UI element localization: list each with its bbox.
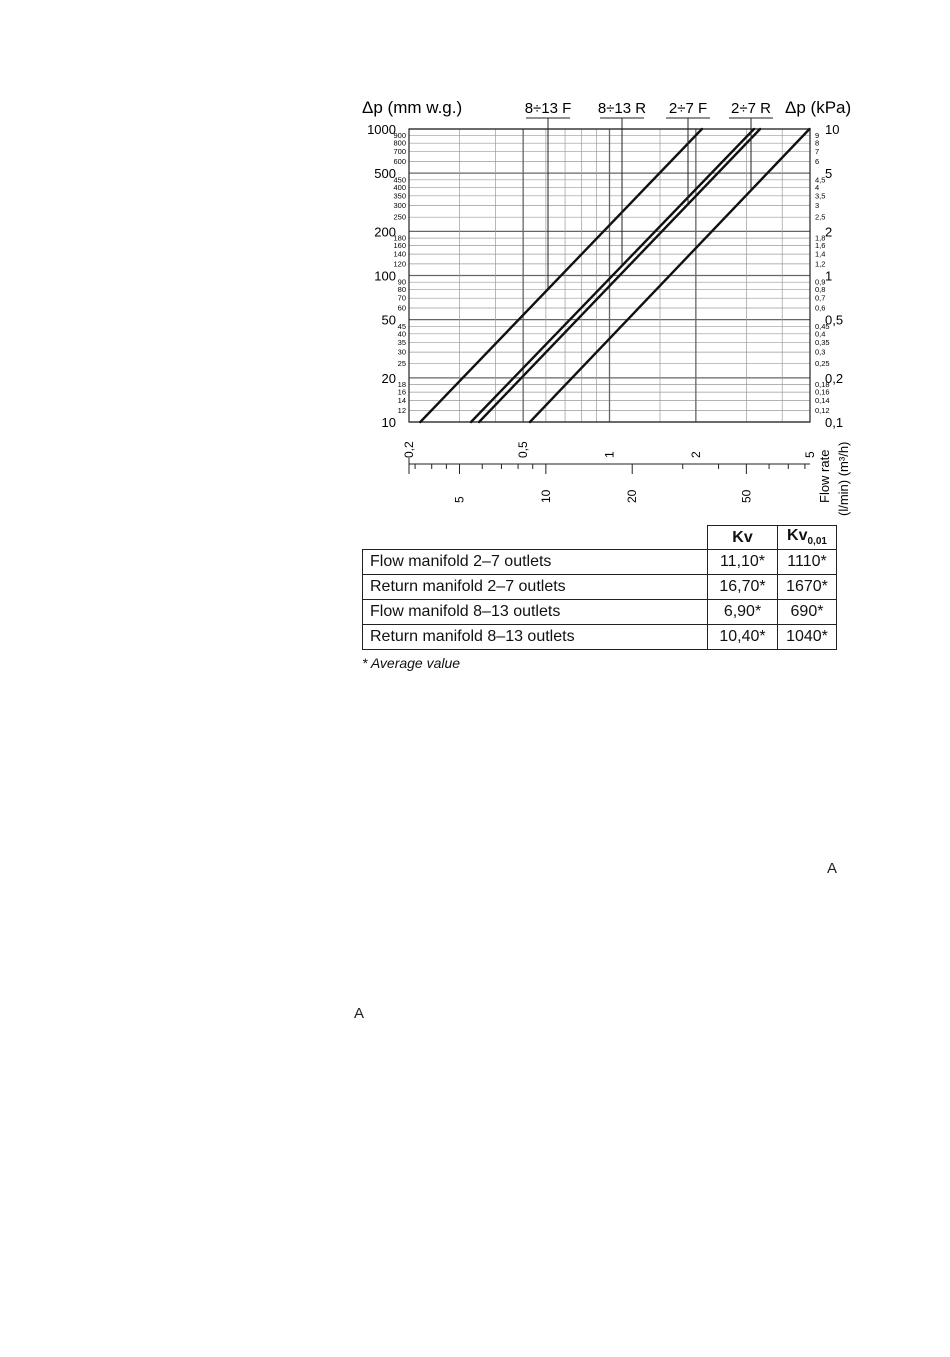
y-tick-label-right-minor: 1,8: [815, 233, 826, 243]
table-row: [363, 550, 837, 575]
y-tick-label-left-minor: 120: [393, 259, 406, 269]
x-axis-label-units: (l/min) (m³/h): [836, 441, 851, 516]
y-tick-label-right-minor: 0,14: [815, 396, 830, 406]
y-tick-label-left-minor: 90: [397, 277, 406, 287]
legend-label: 2÷7 F: [668, 100, 708, 117]
y-tick-label-left-minor: 35: [397, 337, 406, 347]
row-label: Return manifold 2–7 outlets: [363, 575, 708, 600]
y-tick-label-right-minor: 0,9: [815, 277, 826, 287]
y-tick-label-right-minor: 1,4: [815, 249, 826, 259]
y-tick-label-right-minor: 9: [815, 131, 820, 141]
y-tick-label-left-minor: 12: [397, 405, 406, 415]
y-tick-label-left-minor: 14: [397, 396, 406, 406]
y-tick-label-right: 5: [825, 166, 833, 182]
y-tick-label-left-minor: 60: [397, 303, 406, 313]
y-tick-label-right-minor: 3,5: [815, 191, 826, 201]
table-row: [363, 575, 837, 600]
y-tick-label-left-minor: 250: [393, 212, 406, 222]
y-tick-label-left-minor: 140: [393, 249, 406, 259]
x-tick-label-lmin: 10: [538, 489, 553, 503]
y-tick-label-left-minor: 45: [397, 321, 406, 331]
row-kv001: 1110*: [778, 550, 837, 575]
y-tick-label-right-minor: 0,35: [815, 337, 830, 347]
y-tick-label-left: 500: [374, 166, 396, 182]
x-axis: [402, 441, 817, 503]
figure-mark-a: A: [354, 1005, 365, 1022]
y-axis-right: [815, 122, 843, 430]
y-tick-label-left-minor: 18: [397, 380, 406, 390]
y-tick-label-left: 200: [374, 224, 396, 240]
y-tick-label-right-minor: 0,8: [815, 285, 826, 295]
x-tick-label-lmin: 5: [452, 496, 467, 503]
row-label: Return manifold 8–13 outlets: [363, 625, 708, 650]
row-kv: 11,10*: [708, 550, 778, 575]
y-tick-label-left-minor: 16: [397, 387, 406, 397]
y-tick-label-left-minor: 25: [397, 359, 406, 369]
y-tick-label-right-minor: 0,45: [815, 321, 830, 331]
y-tick-label-left-minor: 900: [393, 131, 406, 141]
row-kv001: 1040*: [778, 625, 837, 650]
y-tick-label-left: 20: [381, 370, 396, 386]
y-tick-label-right-minor: 1,6: [815, 241, 826, 251]
x-tick-label-m3h: 0,5: [516, 441, 531, 458]
y-tick-label-left-minor: 700: [393, 147, 406, 157]
figure-mark-a: A: [827, 860, 838, 877]
y-tick-label-right-minor: 4: [815, 182, 820, 192]
kv-table: [362, 525, 837, 650]
x-tick-label-lmin: 50: [739, 489, 754, 503]
x-tick-label-m3h: 1: [602, 451, 617, 458]
y-tick-label-right-minor: 1,2: [815, 259, 826, 269]
y-axis-right-title: Δp (kPa): [785, 98, 852, 117]
y-tick-label-left-minor: 70: [397, 293, 406, 303]
legend-label: 8÷13 F: [524, 100, 572, 117]
y-tick-label-right-minor: 0,12: [815, 405, 830, 415]
row-kv: 16,70*: [708, 575, 778, 600]
y-tick-label-left: 100: [374, 268, 396, 284]
table-row: [363, 600, 837, 625]
y-tick-label-right: 10: [825, 122, 840, 137]
y-tick-label-left: 50: [381, 312, 396, 328]
pressure-drop-chart: [0, 0, 950, 520]
y-tick-label-right-minor: 6: [815, 157, 820, 167]
legend-label: 2÷7 R: [731, 100, 771, 117]
y-tick-label-right-minor: 8: [815, 138, 820, 148]
row-kv: 6,90*: [708, 600, 778, 625]
x-tick-label-m3h: 2: [688, 451, 703, 458]
y-tick-label-left: 10: [381, 415, 396, 430]
row-kv: 10,40*: [708, 625, 778, 650]
legend-label: 8÷13 R: [597, 100, 647, 117]
y-tick-label-left-minor: 350: [393, 191, 406, 201]
y-tick-label-right-minor: 0,3: [815, 347, 826, 357]
y-tick-label-left-minor: 30: [397, 347, 406, 357]
y-tick-label-left-minor: 450: [393, 175, 406, 185]
y-tick-label-right-minor: 2,5: [815, 212, 826, 222]
x-tick-label-m3h: 5: [803, 451, 817, 458]
table-row: [363, 625, 837, 650]
y-tick-label-left-minor: 80: [397, 285, 406, 295]
y-tick-label-right-minor: 0,25: [815, 359, 830, 369]
y-tick-label-left-minor: 800: [393, 138, 406, 148]
x-axis-label-flow: Flow rate: [817, 449, 832, 503]
y-tick-label-right: 2: [825, 224, 833, 240]
y-tick-label-right: 0,2: [825, 370, 844, 386]
y-tick-label-left: 1000: [367, 122, 396, 137]
y-axis-left-title: Δp (mm w.g.): [362, 98, 463, 117]
row-kv001: 690*: [778, 600, 837, 625]
row-label: Flow manifold 2–7 outlets: [363, 550, 708, 575]
y-tick-label-right-minor: 4,5: [815, 175, 826, 185]
y-tick-label-left-minor: 400: [393, 182, 406, 192]
y-tick-label-right-minor: 0,4: [815, 329, 826, 339]
y-axis-left: [367, 122, 406, 430]
kv-header: Kv: [708, 526, 778, 550]
kv-table-header: [363, 526, 837, 550]
chart-grid: [409, 129, 810, 422]
y-tick-label-right: 0,1: [825, 415, 844, 430]
table-note: * Average value: [362, 655, 461, 671]
y-tick-label-right-minor: 0,7: [815, 293, 826, 303]
y-tick-label-left-minor: 300: [393, 201, 406, 211]
y-tick-label-right-minor: 3: [815, 201, 820, 211]
y-tick-label-right: 1: [825, 268, 833, 284]
kv001-header: $Kv_{0,01}$: [778, 526, 837, 550]
row-label: Flow manifold 8–13 outlets: [363, 600, 708, 625]
y-tick-label-right: 0,5: [825, 312, 844, 328]
x-tick-label-m3h: 0,2: [402, 441, 416, 458]
y-tick-label-left-minor: 40: [397, 329, 406, 339]
row-kv001: 1670*: [778, 575, 837, 600]
y-tick-label-right-minor: 0,16: [815, 387, 830, 397]
y-tick-label-right-minor: 7: [815, 147, 820, 157]
y-tick-label-left-minor: 160: [393, 241, 406, 251]
x-tick-label-lmin: 20: [625, 489, 640, 503]
y-tick-label-right-minor: 0,18: [815, 380, 830, 390]
y-tick-label-right-minor: 0,6: [815, 303, 826, 313]
y-tick-label-left-minor: 600: [393, 157, 406, 167]
y-tick-label-left-minor: 180: [393, 233, 406, 243]
